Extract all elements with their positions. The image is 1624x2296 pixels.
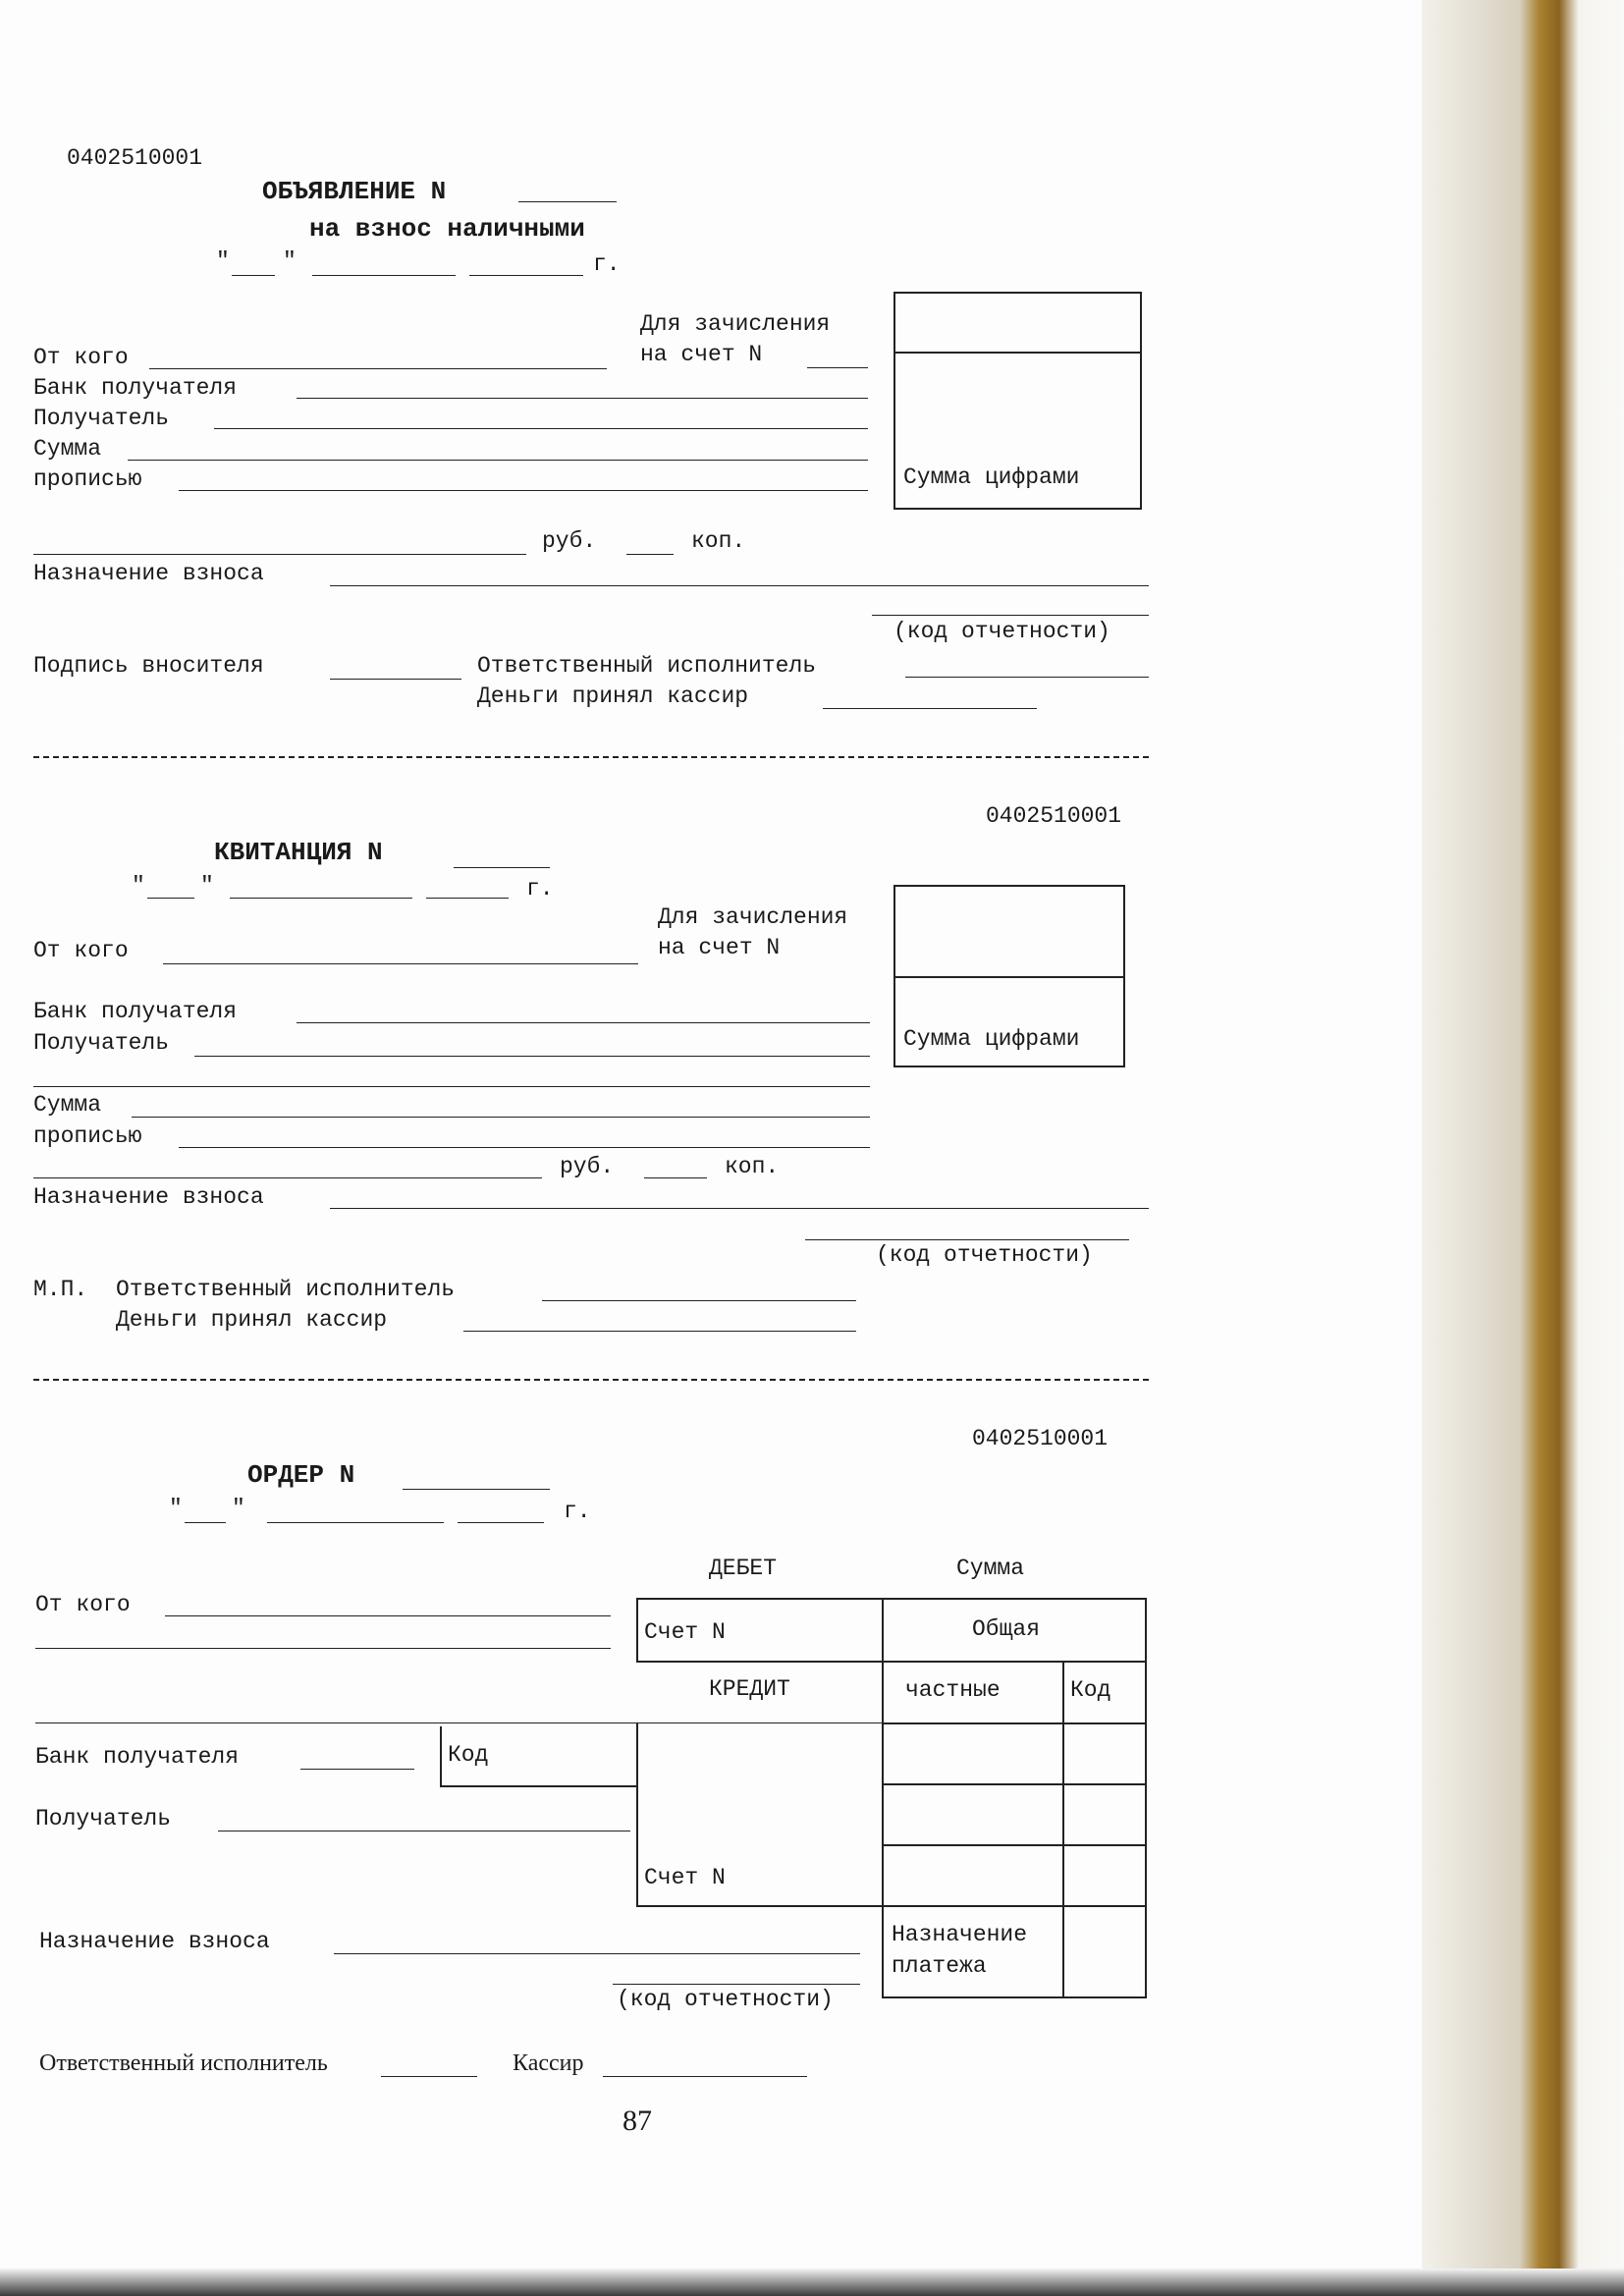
credit-label: КРЕДИТ (709, 1676, 790, 1702)
amount-grid-mid (1062, 1663, 1064, 1998)
receipt-amount-box-divider (893, 976, 1125, 978)
receipt-recipient-bank-line[interactable] (297, 1022, 870, 1023)
year-suffix: г. (593, 251, 621, 277)
recipient-label: Получатель (33, 406, 170, 431)
cashier-label: Деньги принял кассир (477, 683, 749, 709)
order-date-month-line[interactable] (267, 1522, 444, 1523)
order-purpose-label: Назначение взноса (39, 1929, 270, 1954)
account-no-label: на счет N (640, 342, 763, 367)
payment-purpose-label-2: платежа (892, 1953, 987, 1979)
book-spine (1422, 0, 1624, 2296)
amount-words-label-2: прописью (33, 466, 142, 492)
date-day-line[interactable] (232, 275, 275, 276)
cut-line-1 (33, 756, 1149, 758)
amount-grid-row-3 (882, 1844, 1147, 1846)
receipt-recipient-line[interactable] (194, 1056, 870, 1057)
receipt-cashier-label: Деньги принял кассир (116, 1307, 388, 1333)
debit-box-divider (882, 1598, 884, 1663)
receipt-reporting-code-label: (код отчетности) (876, 1242, 1093, 1268)
receipt-amount-words-label: Сумма (33, 1092, 102, 1118)
kop-line[interactable] (626, 554, 674, 555)
partial-label: частные (905, 1677, 1001, 1703)
receipt-number-line[interactable] (454, 867, 550, 868)
amount-digits-label: Сумма цифрами (903, 465, 1080, 490)
announcement-subtitle: на взнос наличными (309, 214, 585, 244)
announcement-number-line[interactable] (518, 201, 617, 202)
code-column-label: Код (1070, 1677, 1111, 1703)
scan-bottom-edge (0, 2269, 1624, 2296)
payment-purpose-label: Назначение (892, 1922, 1028, 1947)
amount-words-line-2[interactable] (179, 490, 868, 491)
debit-label: ДЕБЕТ (709, 1556, 778, 1581)
responsible-label: Ответственный исполнитель (477, 653, 817, 679)
date-year-line[interactable] (469, 275, 583, 276)
reporting-code-label: (код отчетности) (893, 619, 1110, 644)
rub-line[interactable] (33, 554, 526, 555)
order-date-quote-open: " (169, 1496, 183, 1521)
receipt-responsible-label: Ответственный исполнитель (116, 1277, 456, 1302)
announcement-title: ОБЪЯВЛЕНИЕ N (262, 177, 447, 206)
order-form-code: 0402510001 (972, 1426, 1109, 1451)
page-number: 87 (623, 2105, 652, 2137)
order-date-day-line[interactable] (185, 1522, 226, 1523)
from-whom-label: От кого (33, 345, 129, 370)
depositor-signature-label: Подпись вносителя (33, 653, 264, 679)
order-title: ОРДЕР N (247, 1460, 355, 1490)
receipt-kop-line[interactable] (644, 1177, 707, 1178)
cashier-line[interactable] (823, 708, 1037, 709)
receipt-amount-words-line-2[interactable] (179, 1147, 870, 1148)
recipient-bank-label: Банк получателя (33, 375, 238, 401)
order-reporting-code-label: (код отчетности) (617, 1987, 834, 2012)
receipt-purpose-label: Назначение взноса (33, 1184, 264, 1210)
credit-box-left (636, 1722, 638, 1907)
from-whom-line[interactable] (149, 368, 607, 369)
sum-label: Сумма (956, 1556, 1025, 1581)
total-label: Общая (972, 1616, 1041, 1642)
receipt-amount-words-line-1[interactable] (132, 1117, 870, 1118)
receipt-title: КВИТАНЦИЯ N (214, 838, 383, 867)
recipient-line[interactable] (214, 428, 868, 429)
reporting-code-line[interactable] (872, 615, 1149, 616)
purpose-label: Назначение взноса (33, 561, 264, 586)
order-separator-line (35, 1722, 882, 1723)
footer-cashier-line[interactable] (603, 2076, 807, 2077)
purpose-line[interactable] (330, 585, 1149, 586)
amount-grid-row-2 (882, 1783, 1147, 1785)
receipt-cashier-line[interactable] (463, 1331, 856, 1332)
receipt-kop-label: коп. (725, 1154, 780, 1179)
receipt-from-whom-label: От кого (33, 938, 129, 963)
recipient-bank-line[interactable] (297, 398, 868, 399)
responsible-line[interactable] (905, 677, 1149, 678)
receipt-date-month-line[interactable] (230, 898, 412, 899)
order-reporting-code-line[interactable] (613, 1984, 860, 1985)
order-recipient-bank-label: Банк получателя (35, 1744, 240, 1770)
receipt-purpose-line[interactable] (330, 1208, 1149, 1209)
cut-line-2 (33, 1379, 1149, 1381)
order-recipient-bank-line[interactable] (300, 1769, 414, 1770)
receipt-date-day-line[interactable] (147, 898, 194, 899)
date-month-line[interactable] (312, 275, 456, 276)
credit-box-bottom (636, 1905, 882, 1907)
amount-words-label: Сумма (33, 436, 102, 462)
receipt-form-code: 0402510001 (986, 803, 1122, 829)
receipt-year-suffix: г. (526, 876, 554, 902)
order-from-whom-line[interactable] (165, 1615, 611, 1616)
amount-grid-row-4 (882, 1905, 1147, 1907)
receipt-recipient-label: Получатель (33, 1030, 170, 1056)
credit-account-label: Счет N (644, 1865, 726, 1890)
for-crediting-label: Для зачисления (640, 311, 831, 337)
order-purpose-line[interactable] (334, 1953, 860, 1954)
amount-words-line-1[interactable] (128, 460, 868, 461)
receipt-amount-words-label-2: прописью (33, 1123, 142, 1149)
receipt-for-crediting-label: Для зачисления (658, 904, 848, 930)
rub-label: руб. (542, 528, 597, 554)
footer-responsible-label: Ответственный исполнитель (39, 2050, 328, 2076)
debit-account-label: Счет N (644, 1619, 726, 1645)
receipt-date-quote-open: " (132, 873, 145, 899)
receipt-date-quote-close: " (200, 873, 214, 899)
order-year-suffix: г. (564, 1499, 591, 1524)
amount-grid-right (1145, 1663, 1147, 1998)
code-box-bottom (440, 1785, 636, 1787)
depositor-signature-line[interactable] (330, 679, 461, 680)
receipt-rub-line[interactable] (33, 1177, 542, 1178)
amount-grid-left (882, 1663, 884, 1998)
stamp-place-label: М.П. (33, 1277, 88, 1302)
amount-box-divider (893, 352, 1142, 354)
code-box-label: Код (448, 1742, 489, 1768)
amount-grid-row-1 (882, 1722, 1147, 1724)
receipt-date-year-line[interactable] (426, 898, 509, 899)
order-from-whom-label: От кого (35, 1592, 131, 1617)
order-date-year-line[interactable] (458, 1522, 544, 1523)
receipt-recipient-bank-label: Банк получателя (33, 999, 238, 1024)
receipt-extra-line[interactable] (33, 1086, 870, 1087)
receipt-reporting-code-line[interactable] (805, 1239, 1129, 1240)
kop-label: коп. (691, 528, 746, 554)
footer-cashier-label: Кассир (513, 2050, 584, 2076)
footer-responsible-line[interactable] (381, 2076, 477, 2077)
date-quote-close: " (283, 248, 297, 274)
account-no-line[interactable] (807, 367, 868, 368)
form-code: 0402510001 (67, 145, 203, 171)
receipt-from-whom-line[interactable] (163, 963, 638, 964)
order-number-line[interactable] (403, 1489, 550, 1490)
receipt-account-no-label: на счет N (658, 935, 781, 960)
amount-grid-bottom (882, 1996, 1147, 1998)
code-box-left (440, 1726, 442, 1787)
order-date-quote-close: " (232, 1496, 245, 1521)
receipt-rub-label: руб. (560, 1154, 615, 1179)
receipt-amount-digits-label: Сумма цифрами (903, 1026, 1080, 1052)
order-recipient-label: Получатель (35, 1806, 172, 1831)
receipt-responsible-line[interactable] (542, 1300, 856, 1301)
order-from-whom-line-2[interactable] (35, 1648, 611, 1649)
date-quote-open: " (216, 248, 230, 274)
